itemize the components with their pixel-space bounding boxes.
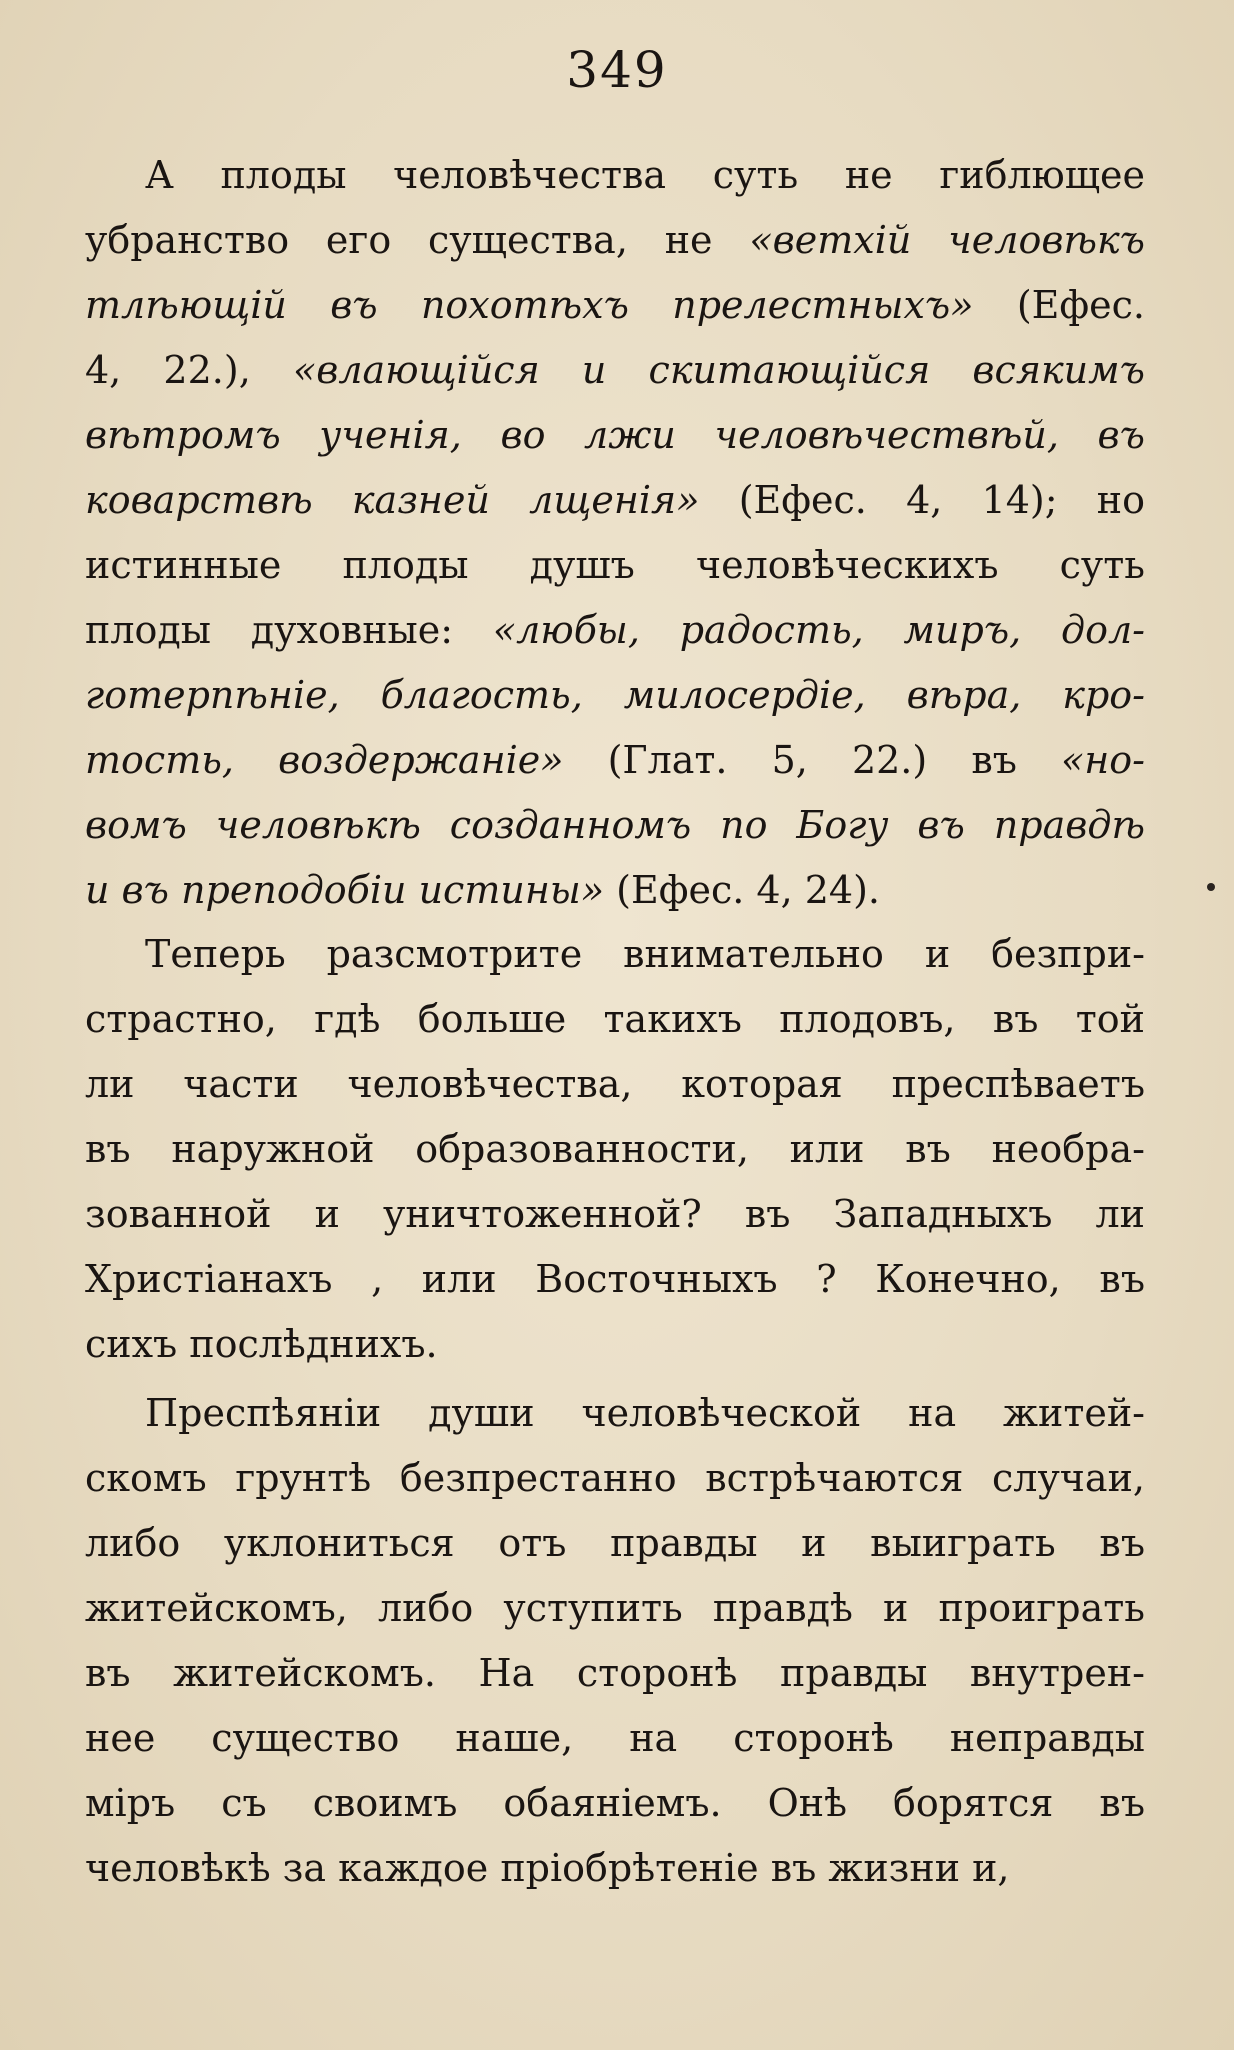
text-line [85, 663, 1145, 728]
margin-ink-dot [1207, 883, 1215, 891]
text-segment: сихъ послѣднихъ. [85, 1322, 438, 1366]
text-line [85, 1576, 1145, 1641]
italic-quote-segment: «ветхій человѣкъ [749, 218, 1145, 262]
text-line [85, 1052, 1145, 1117]
italic-quote-segment: готерпѣніе, благость, милосердіе, вѣра, кро- [85, 673, 1145, 717]
text-segment: зованной и уничтоженной? въ Западныхъ ли [85, 1192, 1145, 1236]
text-line [85, 987, 1145, 1052]
text-line [85, 793, 1145, 858]
text-segment: Преспѣяніи души человѣческой на житей- [145, 1391, 1145, 1435]
text-segment: житейскомъ, либо уступить правдѣ и проиграть [85, 1586, 1145, 1630]
text-line [85, 922, 1145, 987]
text-line [85, 273, 1145, 338]
text-segment: (Ефес. 4, 14); но [699, 478, 1145, 522]
paragraph-3 [85, 1381, 1145, 1901]
text-line [85, 338, 1145, 403]
text-segment: истинные плоды душъ человѣческихъ суть [85, 543, 1145, 587]
text-segment: Христіанахъ , или Восточныхъ ? Конечно, въ [85, 1257, 1145, 1301]
text-segment: ли части человѣчества, которая преспѣваетъ [85, 1062, 1145, 1106]
text-line [85, 1446, 1145, 1511]
text-segment: (Ефес. [973, 283, 1145, 327]
text-line [85, 858, 1145, 923]
text-line [85, 1117, 1145, 1182]
text-line [85, 598, 1145, 663]
text-segment: (Глат. 5, 22.) въ [563, 738, 1061, 782]
paragraph-2 [85, 922, 1145, 1377]
italic-quote-segment: «влающійся и скитающійся всякимъ [292, 348, 1145, 392]
italic-quote-segment: вомъ человѣкѣ созданномъ по Богу въ правдѣ [85, 803, 1145, 847]
text-segment: скомъ грунтѣ безпрестанно встрѣчаются случаи, [85, 1456, 1145, 1500]
text-line [85, 1312, 1145, 1377]
text-line [85, 1247, 1145, 1312]
text-line [85, 1182, 1145, 1247]
paragraph-1 [85, 143, 1145, 923]
text-line [85, 1381, 1145, 1446]
text-segment: въ наружной образованности, или въ необра- [85, 1127, 1145, 1171]
text-line [85, 728, 1145, 793]
text-line [85, 403, 1145, 468]
text-segment: Теперь разсмотрите внимательно и безпри- [145, 932, 1145, 976]
text-line [85, 143, 1145, 208]
text-line [85, 1836, 1145, 1901]
text-segment: плоды духовные: [85, 608, 493, 652]
text-segment: нее существо наше, на сторонѣ неправды [85, 1716, 1145, 1760]
text-line [85, 1511, 1145, 1576]
italic-quote-segment: «но- [1061, 738, 1145, 782]
italic-quote-segment: и въ преподобіи истины» [85, 868, 605, 912]
text-line [85, 208, 1145, 273]
text-segment: А плоды человѣчества суть не гиблющее [145, 153, 1145, 197]
text-segment: либо уклониться отъ правды и выиграть въ [85, 1521, 1145, 1565]
text-segment: убранство его существа, не [85, 218, 750, 262]
italic-quote-segment: вѣтромъ ученія, во лжи человѣчествѣй, въ [85, 413, 1145, 457]
text-segment: человѣкѣ за каждое пріобрѣтеніе въ жизни и, [85, 1846, 1010, 1890]
text-segment: страстно, гдѣ больше такихъ плодовъ, въ той [85, 997, 1145, 1041]
text-line [85, 468, 1145, 533]
text-line [85, 533, 1145, 598]
italic-quote-segment: тость, воздержаніе» [85, 738, 564, 782]
text-segment: міръ съ своимъ обаяніемъ. Онѣ борятся въ [85, 1781, 1145, 1825]
italic-quote-segment: тлѣющій въ похотѣхъ прелестныхъ» [85, 283, 974, 327]
text-segment: (Ефес. 4, 24). [604, 868, 880, 912]
italic-quote-segment: «любы, радость, миръ, дол- [492, 608, 1145, 652]
italic-quote-segment: коварствѣ казней лщенія» [85, 478, 700, 522]
text-segment: въ житейскомъ. На сторонѣ правды внутрен- [85, 1651, 1145, 1695]
text-line [85, 1706, 1145, 1771]
text-segment: 4, 22.), [85, 348, 293, 392]
text-line [85, 1771, 1145, 1836]
text-line [85, 1641, 1145, 1706]
page-number: 349 [566, 41, 668, 99]
